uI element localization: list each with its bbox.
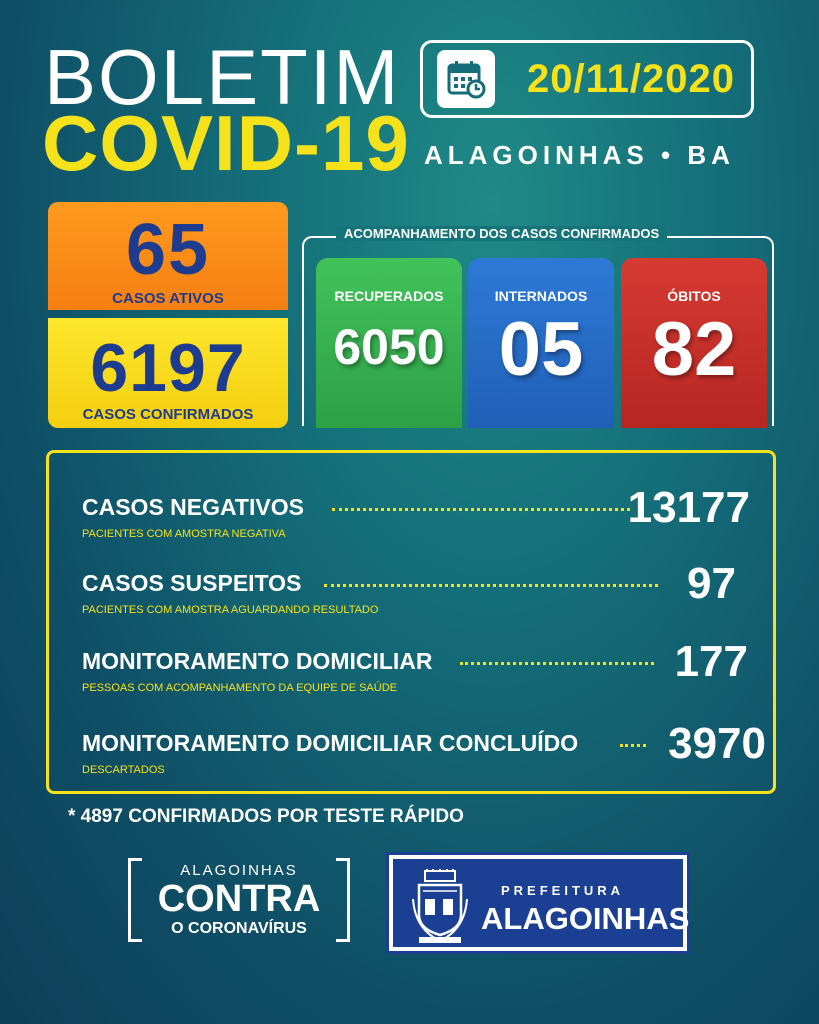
dotted-leader <box>324 584 658 587</box>
stat-value: 177 <box>674 637 748 686</box>
campaign-line1: ALAGOINHAS <box>180 862 298 879</box>
deaths-card <box>621 258 767 428</box>
confirmed-cases-card <box>48 318 288 428</box>
stat-sublabel: PACIENTES COM AMOSTRA NEGATIVA <box>82 528 286 540</box>
hospitalized-label: INTERNADOS <box>494 288 588 304</box>
stat-label: MONITORAMENTO DOMICILIAR <box>82 648 433 674</box>
stat-row-negative <box>82 483 762 554</box>
stat-label: CASOS SUSPEITOS <box>82 570 302 596</box>
stat-label: CASOS NEGATIVOS <box>82 494 304 520</box>
stat-sublabel: PESSOAS COM ACOMPANHAMENTO DA EQUIPE DE SAÚDE <box>82 682 397 694</box>
stat-row-home-monitoring-done <box>82 719 766 790</box>
calendar-icon <box>437 50 495 108</box>
active-cases-label: CASOS ATIVOS <box>112 290 224 307</box>
stat-sublabel: DESCARTADOS <box>82 764 165 776</box>
active-cases-card <box>48 202 288 310</box>
rapid-test-footnote: * 4897 CONFIRMADOS POR TESTE RÁPIDO <box>68 806 464 827</box>
confirmed-cases-label: CASOS CONFIRMADOS <box>82 406 254 423</box>
stat-value: 3970 <box>668 719 766 768</box>
stat-sublabel: PACIENTES COM AMOSTRA AGUARDANDO RESULTADO <box>82 604 379 616</box>
city-label: ALAGOINHAS • BA <box>424 140 735 170</box>
date-box <box>420 40 754 118</box>
stat-row-home-monitoring <box>82 637 762 708</box>
active-cases-value: 65 <box>125 210 211 290</box>
stat-label: MONITORAMENTO DOMICILIAR CONCLUÍDO <box>82 730 579 756</box>
campaign-line2: CONTRA <box>157 878 321 920</box>
dotted-leader <box>332 508 630 511</box>
recovered-label: RECUPERADOS <box>334 288 444 304</box>
dotted-leader <box>460 662 654 665</box>
title-boletim: BOLETIM <box>44 33 401 121</box>
coat-of-arms-icon <box>411 869 469 945</box>
campaign-logo <box>128 858 350 944</box>
tracking-title: ACOMPANHAMENTO DOS CASOS CONFIRMADOS <box>336 226 667 241</box>
confirmed-cases-value: 6197 <box>90 330 246 406</box>
stat-value: 13177 <box>627 483 750 532</box>
hospitalized-value: 05 <box>498 307 584 392</box>
stat-row-suspect <box>82 559 762 630</box>
prefeitura-label: PREFEITURA <box>501 883 625 898</box>
title-covid: COVID-19 <box>42 99 410 187</box>
stat-value: 97 <box>687 559 736 608</box>
report-date: 20/11/2020 <box>527 56 735 101</box>
campaign-line3: O CORONAVÍRUS <box>171 920 307 937</box>
dotted-leader <box>620 744 646 747</box>
prefeitura-city: ALAGOINHAS <box>481 901 690 936</box>
deaths-label: ÓBITOS <box>667 288 721 304</box>
deaths-value: 82 <box>651 307 737 392</box>
recovered-card <box>316 258 462 428</box>
prefeitura-logo <box>386 852 690 954</box>
hospitalized-card <box>468 258 614 428</box>
recovered-value: 6050 <box>333 319 445 375</box>
